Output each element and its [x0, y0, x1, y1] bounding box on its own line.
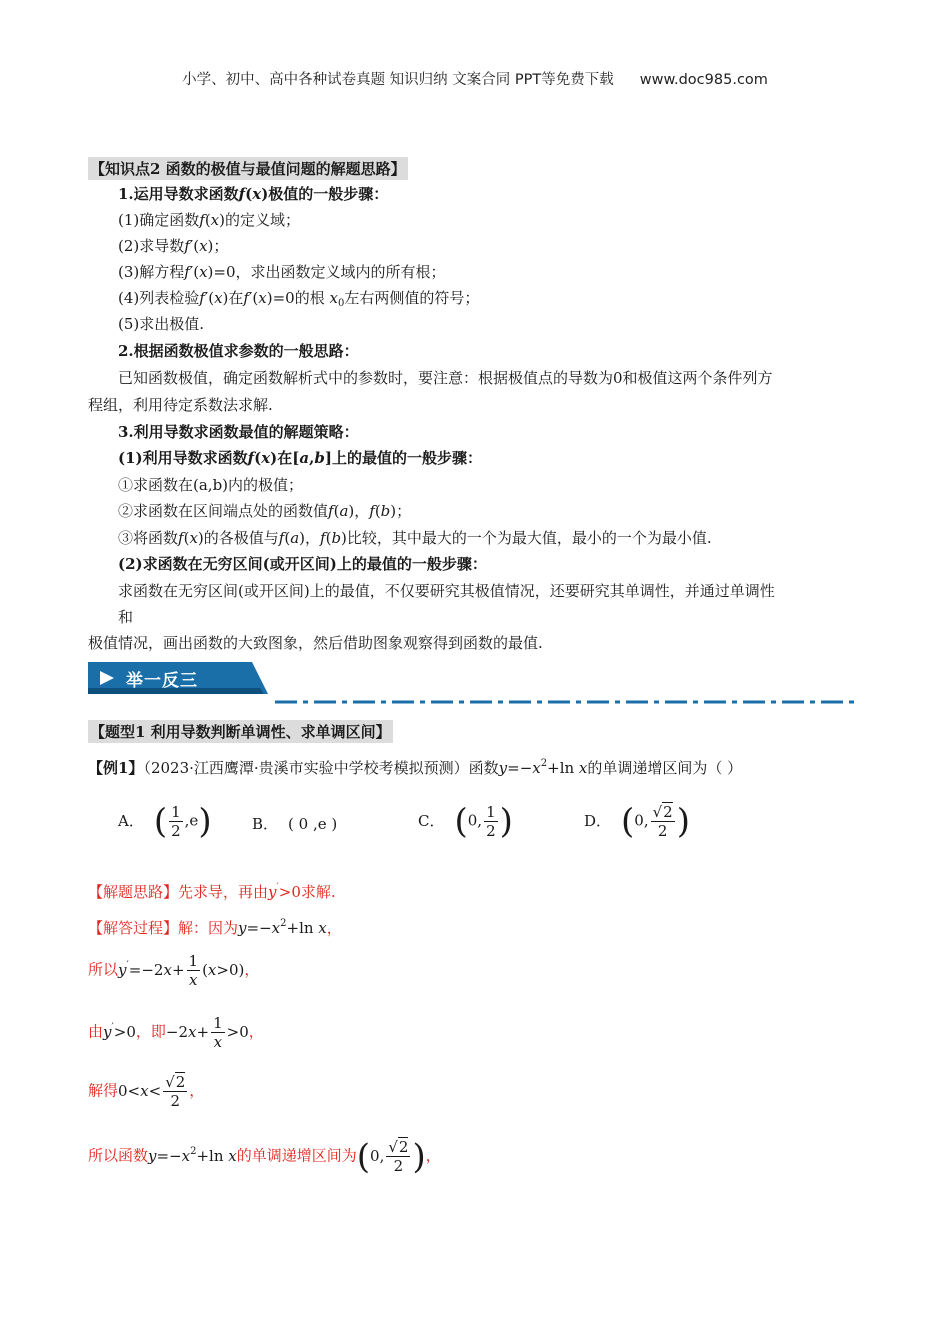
solution-line-2: 由y′>0，即−2x+ $\frac{1}{x}$ >0，	[88, 1014, 264, 1051]
banner-label: 举一反三	[126, 671, 198, 691]
s3-paragraph-2: 和	[118, 608, 134, 626]
step-4: (4)列表检验f′(x)在f′(x)=0的根 $x_0$左右两侧值的符号；	[118, 289, 480, 309]
type1-title: 【题型1 利用导数判断单调性、求单调区间】	[88, 720, 393, 743]
s3-sub1: (1)利用导数求函数f(x)在[a,b]上的最值的一般步骤：	[118, 449, 482, 467]
example-question: 【例1】（2023·江西鹰潭·贵溪市实验中学校考模拟预测）函数$y=-x^2+\ln$ x的单调递增区间为（ ）	[88, 758, 743, 777]
option-b[interactable]: B． ( 0 ,e )	[252, 815, 338, 833]
s3-paragraph-1: 求函数在无穷区间(或开区间)上的最值，不仅要研究其极值情况，还要研究其单调性，并通过单调性	[118, 582, 775, 600]
solution-line-3: 解得0<x< $\frac{√2}{2}$ ，	[88, 1073, 205, 1110]
header-text: 小学、初中、高中各种试卷真题 知识归纳 文案合同 PPT等免费下载	[182, 72, 614, 88]
dash-divider	[275, 689, 860, 693]
solution-process: 【解答过程】解：因为$y=-x^2+\ln$ x，	[88, 918, 342, 937]
option-c[interactable]: C． (0, $\frac{1}{2}$ )	[418, 801, 513, 842]
s2-title: 2.根据函数极值求参数的一般思路：	[118, 342, 359, 360]
s1-title: 1.运用导数求函数f(x)极值的一般步骤：	[118, 185, 389, 203]
s3-sub2: (2)求函数在无穷区间(或开区间)上的最值的一般步骤：	[118, 555, 487, 573]
page-header	[0, 68, 950, 89]
step-1: (1)确定函数f(x)的定义域；	[118, 211, 301, 229]
option-a[interactable]: A． ( $\frac{1}{2}$ ,e)	[118, 801, 212, 842]
s3-c2: ②求函数在区间端点处的函数值f(a)，f(b)；	[118, 502, 412, 520]
option-d[interactable]: D． (0, $\frac{√2}{2}$ )	[584, 801, 690, 842]
s2-paragraph-1: 已知函数极值，确定函数解析式中的参数时，要注意：根据极值点的导数为0和极值这两个条件列方	[118, 369, 773, 387]
s3-c1: ①求函数在(a,b)内的极值；	[118, 476, 304, 494]
step-2: (2)求导数f′(x)；	[118, 237, 229, 255]
step-5: (5)求出极值.	[118, 315, 205, 333]
solution-line-4: 所以函数$y=-x^2+\ln$ x的单调递增区间为(0, $\frac{√2}{2}$ )，	[88, 1136, 441, 1177]
s3-paragraph-3: 极值情况，画出函数的大致图象，然后借助图象观察得到函数的最值.	[88, 634, 543, 652]
solution-line-1: 所以y′=−2x+ $\frac{1}{x}$ (x>0)，	[88, 952, 260, 989]
solution-idea: 【解题思路】先求导，再由y′>0求解.	[88, 882, 336, 901]
s2-paragraph-2: 程组，利用待定系数法求解.	[88, 396, 273, 414]
banner-ribbon	[88, 662, 268, 694]
step-3: (3)解方程f′(x)=0，求出函数定义域内的所有根；	[118, 263, 446, 281]
header-url[interactable]: www.doc985.com	[639, 72, 768, 88]
s3-title: 3.利用导数求函数最值的解题策略：	[118, 423, 359, 441]
s3-c3: ③将函数f(x)的各极值与f(a)，f(b)比较，其中最大的一个为最大值，最小的一个为最小值.	[118, 529, 712, 547]
knowledge-title: 【知识点2 函数的极值与最值问题的解题思路】	[88, 157, 408, 180]
